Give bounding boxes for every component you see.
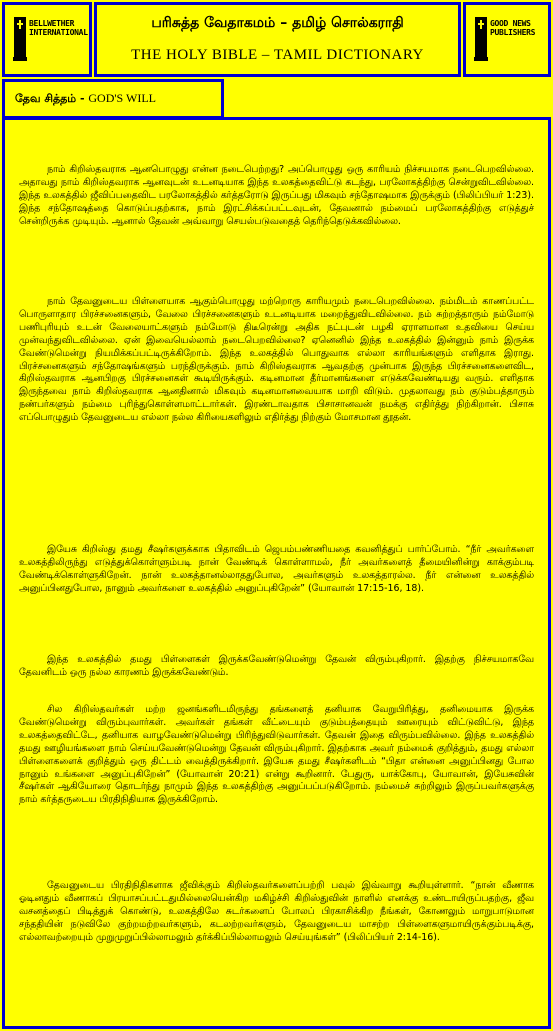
logo-right-line2: PUBLISHERS — [490, 28, 536, 37]
book-icon — [474, 15, 488, 63]
paragraph-3: இயேசு கிறிஸ்து தமது சீஷர்களுக்காக பிதாவிடம் ஜெபம்பண்ணியதை கவனித்துப் பார்ப்போம். “நீர் அவர்களை உலகத்திலிருந்து எடுத்துக்கொள்ளும்படி நான் வேண்டிக் கொள்ளாமல், நீர் அவர்களைத் தீமையினின்று காக்கும்படி வேண்டிக்கொள்ளுகிறேன். நான் உலகத்தானல்லாததுபோல, அவர்களும் உலகத்தாரல்ல. நீர் என்னை உலகத்தில் அனுப்பினதுபோல, நானும் அவர்களை உலகத்தில் அனுப்புகிறேன்” (யோவான் 17:15-16, 18). — [19, 544, 534, 594]
section-header — [2, 79, 224, 119]
section-title-english: GOD'S WILL — [88, 91, 156, 105]
paragraph-4: இந்த உலகத்தில் தமது பிள்ளைகள் இருக்கவேண்டுமென்று தேவன் விரும்புகிறார். இதற்கு நிச்சயமாகவே தேவனிடம் ஒரு நல்ல காரணம் இருக்கவேண்டும். — [19, 654, 534, 678]
header-title-tamil: பரிசுத்த வேதாகமம் – தமிழ் சொல்கராதி — [151, 15, 404, 31]
header — [94, 2, 461, 77]
content-area — [2, 117, 551, 1029]
book-icon — [13, 15, 27, 63]
paragraph-6: தேவனுடைய பிரதிநிதிகளாக ஜீவிக்கும் கிறிஸ்தவர்களைப்பற்றி பவுல் இவ்வாறு கூறியுள்ளார். “நான் வீணாக ஓடினதும் வீணாகப் பிரயாசப்பட்டதுமில்லையென்கிற மகிழ்ச்சி கிறிஸ்துவின் நாளில் எனக்கு உண்டாயிருப்பதற்கு, ஜீவ வசனத்தைப் பிடித்துக் கொண்டு, உலகத்திலே சுடர்களைப் போலப் பிரகாசிக்கிற நீங்கள், கோணலும் மாறுபாடுமான சந்ததியின் நடுவிலே குற்றமற்றவர்களும், கடலற்றவர்களும், தேவனுடைய மாசற்ற பிள்ளைகளுமாயிருக்கும்படிக்கு, எல்லாவற்றையும் முறுமுறுப்பில்லாமலும் தர்க்கிப்பில்லாமலும் செய்யுங்கள்” (பிலிப்பியர் 2:14-16). — [19, 880, 534, 943]
paragraph-1: நாம் கிறிஸ்தவராக ஆனபொழுது என்ன நடைபெற்றது? அப்பொழுது ஒரு காரியம் நிச்சயமாக நடைபெறவில்லை. அதாவது நாம் கிறிஸ்தவராக ஆனவுடன் உடனடியாக இந்த உலகத்தைவிட்டு கடந்து, பரலோகத்திற்கு சென்றுவிடவில்லை. இந்த உலகத்தில் ஜீவிப்பதைவிட பரலோகத்தில் கர்த்தரோடு இருப்பது மிகவும் சந்தோஷமாக இருக்கும் (பிலிப்பியர் 1:23). இந்த சந்தோஷத்தை கொடுப்பதற்காக, நாம் இரட்சிக்கப்பட்டவுடன், தேவனால் நம்மைப் பரலோகத்திற்கு எடுத்துச் சென்றிருக்க முடியும். ஆனால் தேவன் அவ்வாறு செயல்படுவதைத் தெரிந்தெடுக்கவில்லை. — [19, 164, 534, 227]
paragraph-5: சில கிறிஸ்தவர்கள் மற்ற ஜனங்களிடமிருந்து தங்களைத் தனியாக வேறுபிரித்து, தனிமையாக இருக்க வேண்டுமென்று விரும்புவார்கள். அவர்கள் தங்கள் வீட்டையும் குடும்பத்தையும் ஊரையும் விட்டுவிட்டு, இந்த உலகத்தைவிட்டே, தனியாக வாழவேண்டுமென்று பிரிந்துவிடுவார்கள். தேவன் இதை விரும்பவில்லை. இந்த உலகத்தில் தமது ஊழியங்களை நாம் செய்யவேண்டுமென்று தேவன் விரும்புகிறார். இதற்காக அவர் நம்மைக் குறித்தும், தமது எல்லா பிள்ளைகளைக் குறித்தும் ஒரு திட்டம் வைத்திருக்கிறார். இயேசு தமது சீஷர்களிடம் “பிதா என்னை அனுப்பினது போல நானும் உங்களை அனுப்புகிறேன்” (யோவான் 20:21) என்று கூறினார். பேதுரு, யாக்கோபு, யோவான், இயேசுவின் சீஷர்கள் ஆகியோரை தொடர்ந்து நாமும் இந்த உலகத்திற்கு அனுப்பப்படுகிறோம். நம்மைச் சுற்றிலும் இருப்பவர்களுக்கு நாம் கர்த்தருடைய பிரதிநிதியாக இருக்கிறோம். — [19, 704, 534, 806]
logo-left-line2: INTERNATIONAL — [29, 28, 88, 37]
paragraph-2: நாம் தேவனுடைய பிள்ளையாக ஆகும்பொழுது மற்றொரு காரியமும் நடைபெறவில்லை. நம்மிடம் காணப்பட்ட பொருளாதார பிரச்சனைகளும், வேலை பிரச்சனைகளும் உடனடியாக மறைந்துவிடவில்லை. நம் சுற்றத்தாரும் நம்மோடு பணிபுரியும் உடன் வேலையாட்களும் நம்மோடு திடீரென்று அதிக நட்புடன் பழகி ஏராளமான உதவியை செய்ய முன்வந்துவிடவில்லை. ஏன் இவையெல்லாம் நடைபெறவில்லை? ஏனெனில் இந்த உலகத்தில் இன்னும் நாம் இருக்க வேண்டுமென்று நியமிக்கப்பட்டிருக்கிறோம். இந்த உலகத்தில் பொதுவாக எல்லா காரியங்களும் எளிதாக இராது. பிரச்சனைகளும் சந்தோஷங்களும் பரந்திருக்கும். நாம் கிறிஸ்தவராக ஆவதற்கு முன்பாக இருந்த பிரச்சனைகளைவிட, கிறிஸ்தவராக ஆனபிறகு பிரச்சனைகள் கூடியிருக்கும். கடினமான தீர்மானங்களை எடுக்கவேண்டியது வரும். எளிதாக இருந்தவை நாம் கிறிஸ்தவராக ஆனதினால் மிகவும் கடினமானவையாக மாறி விடும். முதலாவது நம் குடும்பத்தாரும் நண்பர்களும் நம்மை புரிந்துகொள்ளமாட்டார்கள். இரண்டாவதாக பிசாசானவன் நமக்கு எதிர்த்து நிற்கிறான். பிசாசு எப்பொழுதும் தேவனுடைய எல்லா நல்ல கிரியைகளிலும் எதிர்த்து நிற்கும் மோசமான தூதன். — [19, 296, 534, 424]
logo-right — [463, 2, 551, 77]
header-title-english: THE HOLY BIBLE – TAMIL DICTIONARY — [131, 47, 424, 63]
section-title — [15, 91, 156, 107]
logo-left-line1: BELLWETHER — [29, 19, 75, 28]
logo-right-line1: GOOD NEWS — [490, 19, 531, 28]
logo-left — [2, 2, 92, 77]
section-title-tamil: தேவ சித்தம் - — [15, 92, 85, 105]
